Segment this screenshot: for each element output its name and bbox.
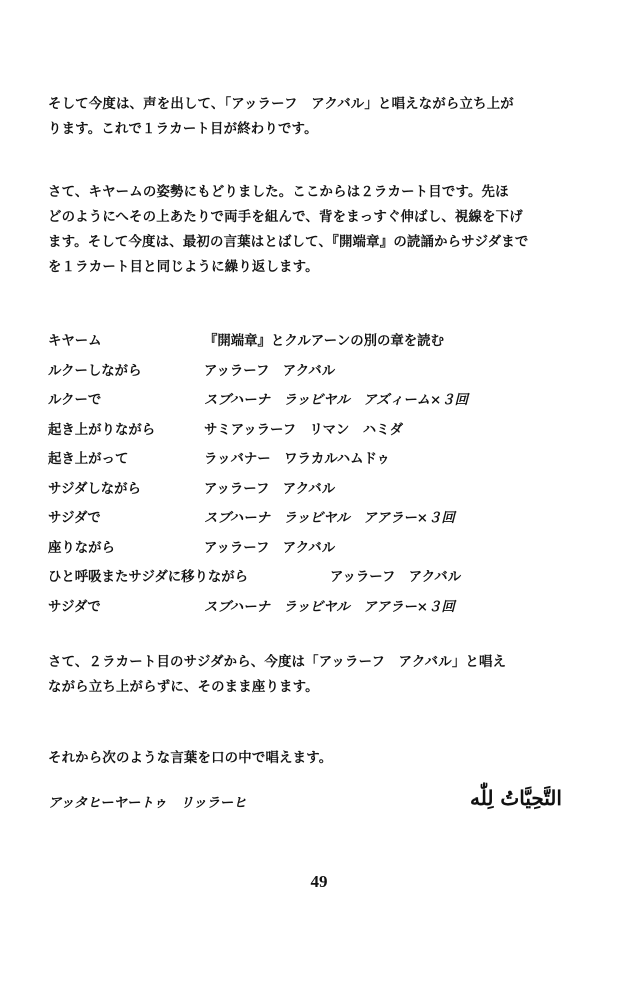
step-action: 座りながら <box>48 539 115 556</box>
paragraph-line: を１ラカート目と同じように繰り返します。 <box>48 259 319 275</box>
paragraph-line: それから次のような言葉を口の中で唱えます。 <box>48 750 333 766</box>
paragraph-line: ります。これで１ラカート目が終わりです。 <box>48 121 318 137</box>
table-row <box>48 360 588 390</box>
table-row <box>48 507 588 537</box>
table-row <box>48 478 588 508</box>
step-action: サジダしながら <box>48 480 141 497</box>
step-action: サジダで <box>48 598 101 615</box>
step-action: ルクーで <box>48 392 102 408</box>
step-action: ひと呼吸またサジダに移りながら <box>48 569 249 585</box>
table-row <box>48 419 588 449</box>
paragraph-line: さて、２ラカート目のサジダから、今度は「アッラーフ アクバル」と唱え <box>48 654 507 670</box>
paragraph-line: どのようにへその上あたりで両手を組んで、背をまっすぐ伸ばし、視線を下げ <box>48 209 523 225</box>
step-recitation: アッラーフ アクバル <box>204 539 336 556</box>
recitation-transliteration: アッタヒーヤートゥ リッラーヒ <box>48 795 247 811</box>
table-row <box>48 537 588 567</box>
step-recitation: スブハーナ ラッビヤル アズィーム×３回 <box>204 392 469 408</box>
paragraph-line: ながら立ち上がらずに、そのまま座ります。 <box>48 679 319 695</box>
table-row <box>48 448 588 478</box>
step-recitation: スブハーナ ラッビヤル アアラー×３回 <box>204 510 455 526</box>
paragraph-3 <box>48 650 578 700</box>
step-recitation: スブハーナ ラッビヤル アアラー×３回 <box>204 598 455 615</box>
step-recitation: 『開端章』とクルアーンの別の章を読む <box>204 333 444 349</box>
step-action: 起き上がって <box>48 451 129 467</box>
step-action: キヤーム <box>48 333 102 349</box>
step-action: サジダで <box>48 510 101 526</box>
paragraph-2 <box>48 180 578 280</box>
arabic-phrase: التَّحِيَّاتُ لِلّٰه <box>470 786 562 810</box>
paragraph-line: さて、キヤームの姿勢にもどりました。ここからは２ラカート目です。先ほ <box>48 184 509 200</box>
step-recitation: サミアッラーフ リマン ハミダ <box>204 421 403 438</box>
table-row <box>48 596 588 626</box>
step-recitation: アッラーフ アクバル <box>204 480 336 497</box>
paragraph-line: ます。そして今度は、最初の言葉はとばして、『開端章』の読誦からサジダまで <box>48 234 529 250</box>
step-recitation: ラッバナー ワラカルハムドゥ <box>204 451 390 467</box>
step-action: ルクーしながら <box>48 362 142 379</box>
table-row <box>48 330 588 360</box>
prayer-steps-table <box>48 330 588 625</box>
table-row <box>48 566 588 596</box>
step-action: 起き上がりながら <box>48 421 156 438</box>
step-recitation: アッラーフ アクバル <box>330 569 462 585</box>
paragraph-line: そして今度は、声を出して、「アッラーフ アクバル」と唱えながら立ち上が <box>48 96 514 112</box>
paragraph-1 <box>48 92 578 142</box>
page-number: 49 <box>310 872 328 891</box>
table-row <box>48 389 588 419</box>
paragraph-4 <box>48 746 578 771</box>
step-recitation: アッラーフ アクバル <box>204 362 336 379</box>
